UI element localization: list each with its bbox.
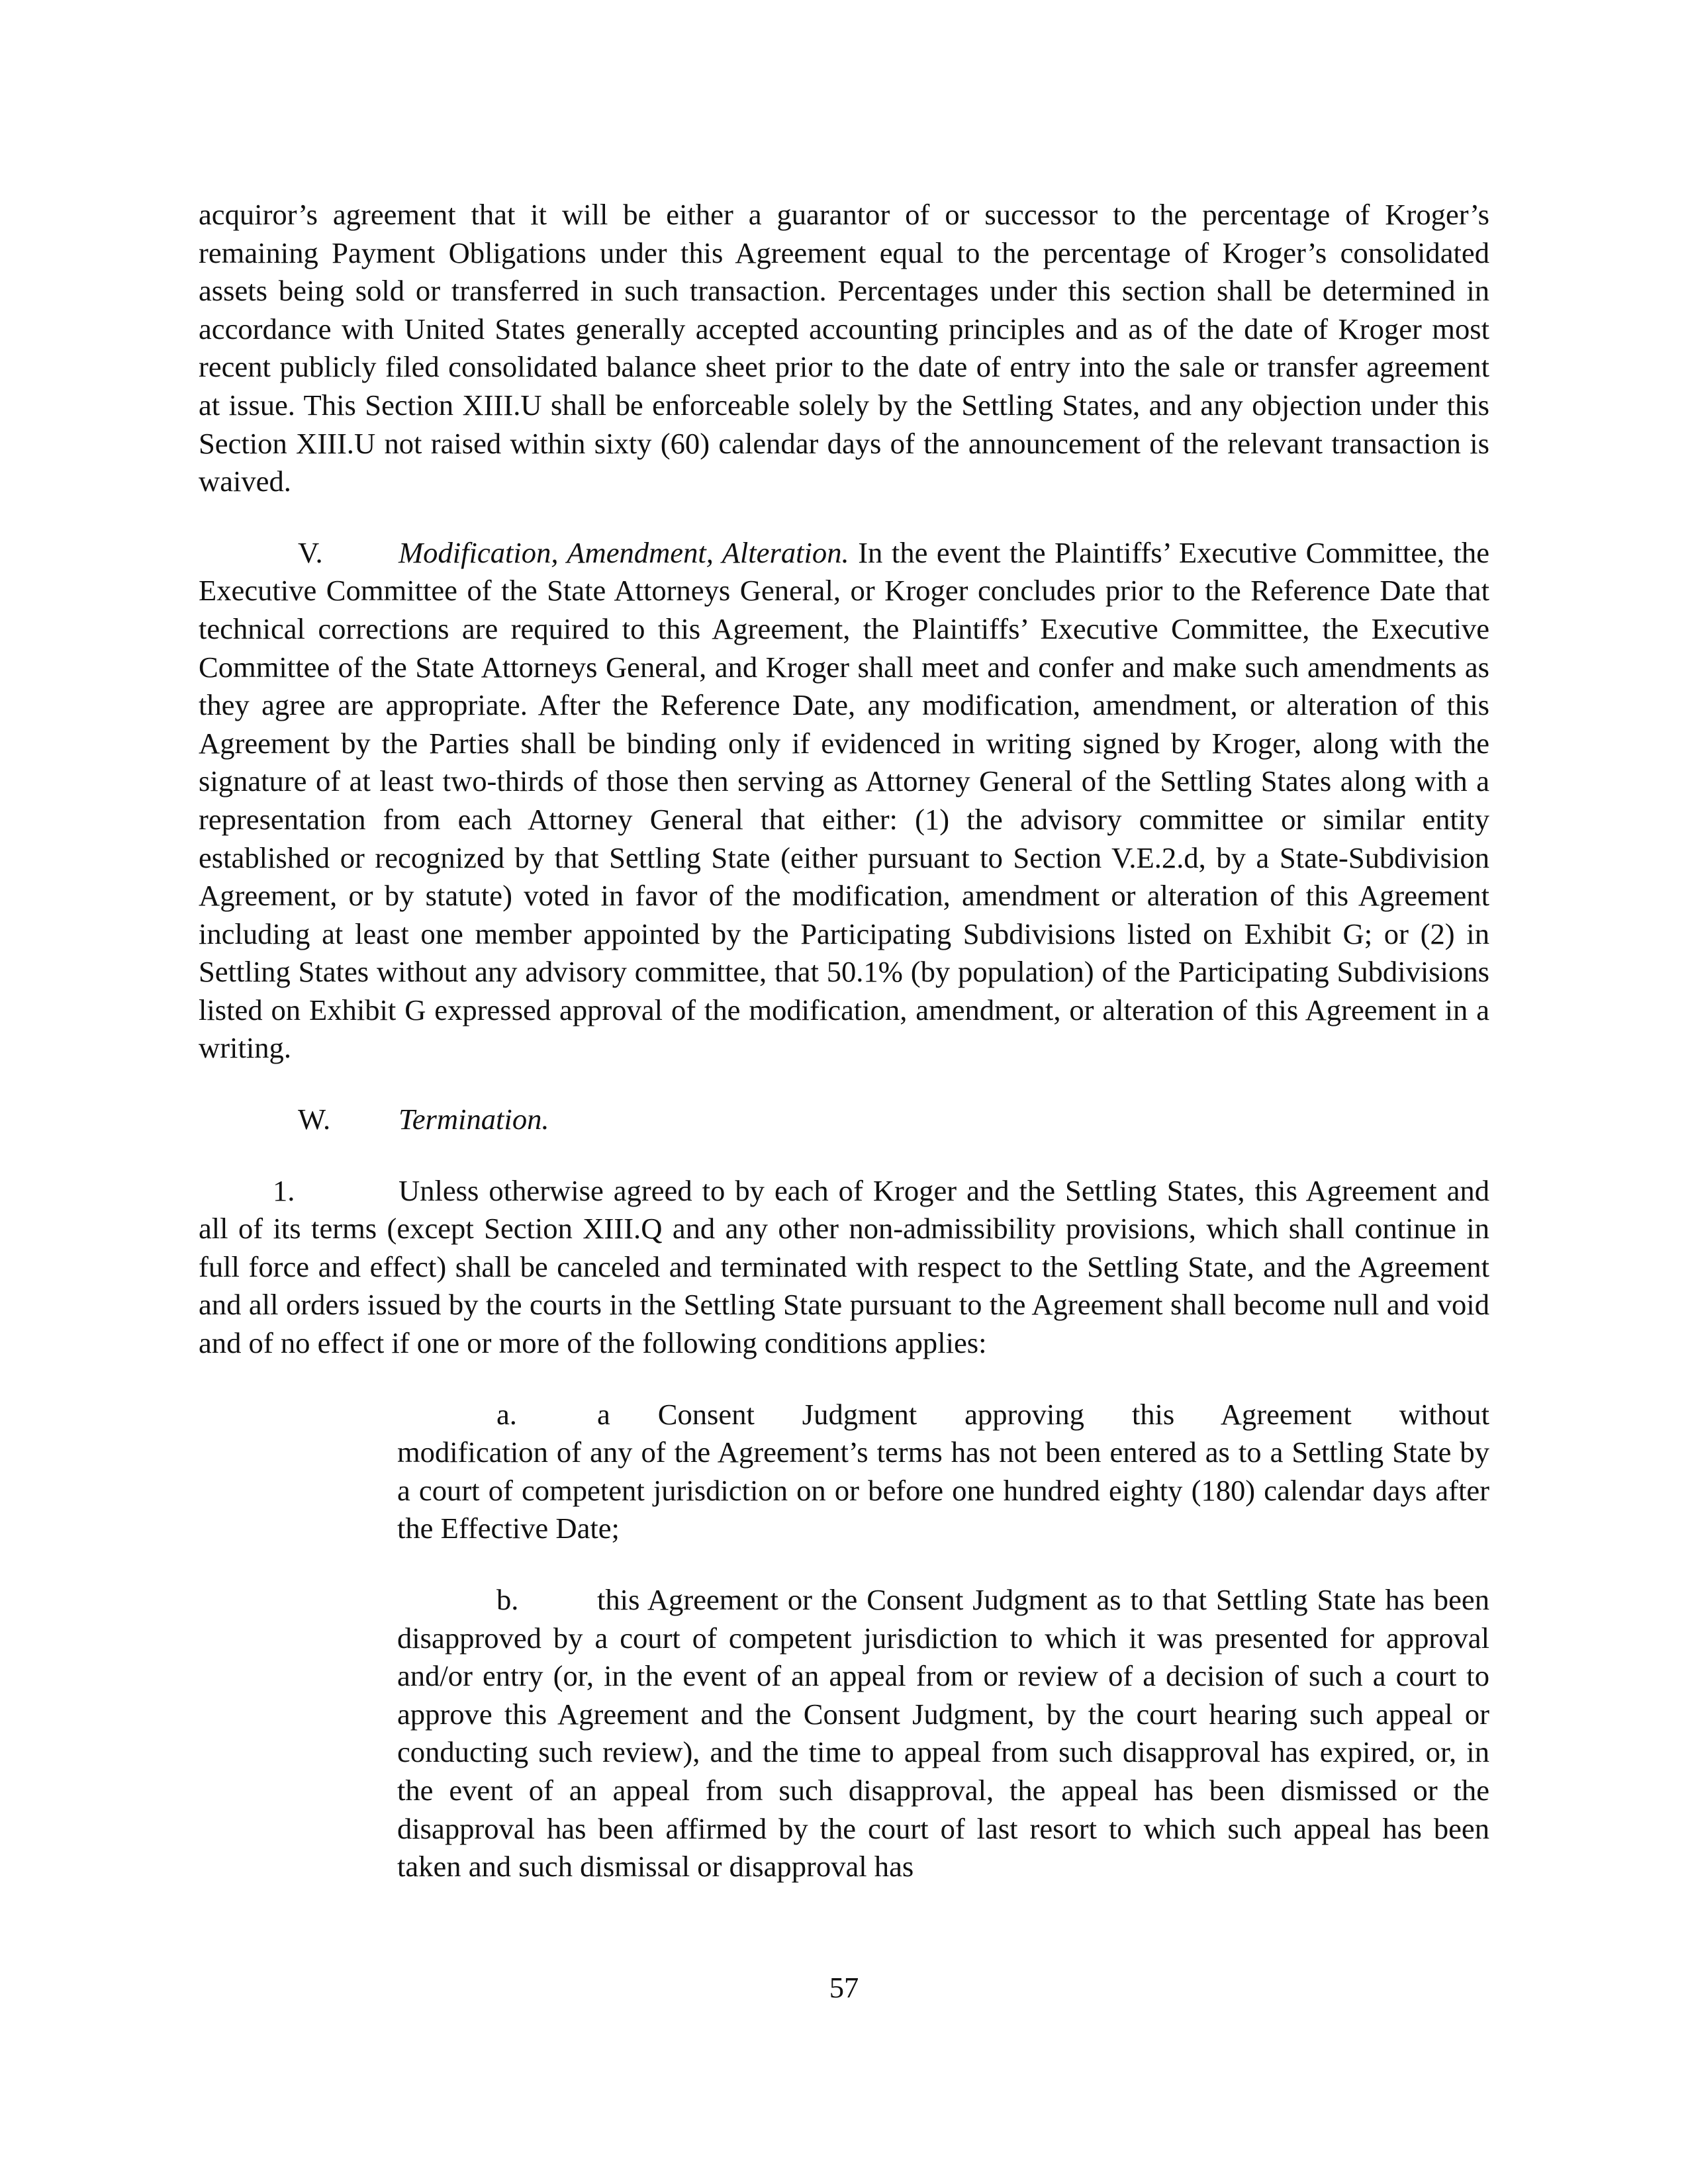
section-v-body: In the event the Plaintiffs’ Executive Committee, the Executive Committee of the State Attorneys General, or Kroger concludes prior to the Reference Date that technical corrections are required to this Agreement, the Plaintiffs’ Executive Committee, the Executive Committee of the State Attorneys General, and Kroger shall meet and confer and make such amendments as they agree are appropriate. After the Reference Date, any modification, amendment, or alteration of this Agreement by the Parties shall be binding only if evidenced in writing signed by Kroger, along with the signature of at least two-thirds of those then serving as Attorney General of the Settling States along with a representation from each Attorney General that either: (1) the advisory committee or similar entity established or recognized by that Settling State (either pursuant to Section V.E.2.d, by a State-Subdivision Agreement, or by statute) voted in favor of the modification, amendment or alteration of this Agreement including at least one member appointed by the Participating Subdivisions listed on Exhibit G; or (2) in Settling States without any advisory committee, that 50.1% (by population) of the Participating Subdivisions listed on Exhibit G expressed approval of the modification, amendment, or alteration of this Agreement in a writing.: [199, 535, 1490, 1065]
item-a-rest: modification of any of the Agreement’s terms has not been entered as to a Settling State by a court of competent jurisdiction on or before one hundred eighty (180) calendar days after the Effective Date;: [397, 1435, 1489, 1545]
item-b-label: b.: [496, 1583, 519, 1616]
section-w-title: Termination.: [399, 1103, 549, 1136]
intro-paragraph: acquiror’s agreement that it will be either a guarantor of or successor to the percentage of Kroger’s remaining Payment Obligations under this Agreement equal to the percentage of Kroger’s consolidated assets being sold or transferred in such transaction. Percentages under this section shall be determined in accordance with United States generally accepted accounting principles and as of the date of Kroger most recent publicly filed consolidated balance sheet prior to the date of entry into the sale or transfer agreement at issue. This Section XIII.U shall be enforceable solely by the Settling States, and any objection under this Section XIII.U not raised within sixty (60) calendar days of the announcement of the relevant transaction is waived.: [199, 198, 1489, 498]
item-1-paragraph: [199, 1172, 1489, 1363]
section-v-paragraph: [199, 534, 1489, 1068]
item-1-label: 1.: [273, 1173, 295, 1207]
document-page: [199, 196, 1489, 1886]
section-v-label: V.: [298, 535, 323, 569]
section-v-title: Modification, Amendment, Alteration.: [399, 535, 849, 569]
item-1-body: Unless otherwise agreed to by each of Kroger and the Settling States, this Agreement and all of its terms (except Section XIII.Q and any other non-admissibility provisions, which shall continue in full force and effect) shall be canceled and terminated with respect to the Settling State, and the Agreement and all orders issued by the courts in the Settling State pursuant to the Agreement shall become null and void and of no effect if one or more of the following conditions applies:: [199, 1173, 1489, 1360]
section-w-heading: [199, 1101, 1489, 1139]
page-number: 57: [829, 1971, 859, 2004]
item-a-paragraph: [397, 1396, 1489, 1548]
item-b-paragraph: [397, 1581, 1489, 1886]
item-a-label: a.: [496, 1397, 517, 1431]
section-w-label: W.: [298, 1103, 331, 1136]
item-a-first-line: [397, 1396, 1489, 1434]
item-b-body: this Agreement or the Consent Judgment as to that Settling State has been disapproved by a court of competent jurisdiction to which it was presented for approval and/or entry (or, in the event of an appeal from or review of a decision of such a court to approve this Agreement and the Consent Judgment, by the court hearing such appeal or conducting such review), and the time to appeal from such disapproval has expired, or, in the event of an appeal from such disapproval, the appeal has been dismissed or the disapproval has been affirmed by the court of last resort to which such appeal has been taken and such dismissal or disapproval has: [397, 1583, 1489, 1884]
item-a-first-text: a Consent Judgment approving this Agreement without: [597, 1397, 1489, 1431]
